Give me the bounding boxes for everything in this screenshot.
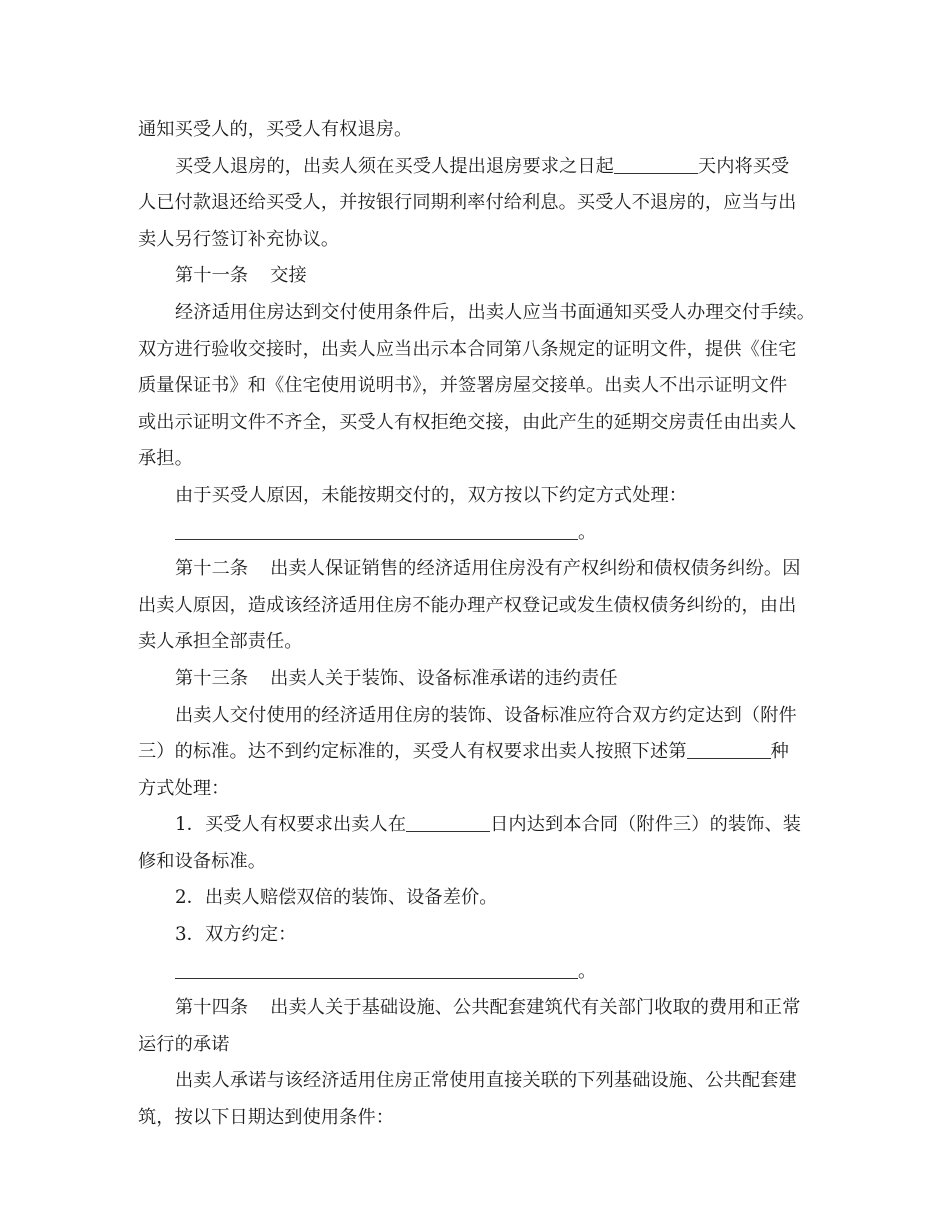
paragraph-line <box>138 844 814 881</box>
line-text: 出卖人交付使用的经济适用住房的装饰、设备标准应符合双方约定达到（附件 <box>175 704 797 726</box>
paragraph-line <box>138 624 814 661</box>
fill-in-blank <box>687 757 771 759</box>
line-text: 买受人退房的，出卖人须在买受人提出退房要求之日起 <box>175 155 614 177</box>
article-heading <box>138 258 814 295</box>
paragraph-line <box>138 222 814 259</box>
article-number: 第十三条 <box>175 667 249 689</box>
paragraph-line <box>138 734 814 771</box>
line-text: 方式处理： <box>138 777 230 799</box>
paragraph-line <box>138 771 814 808</box>
line-text: 。 <box>578 521 597 543</box>
line-text: 经济适用住房达到交付使用条件后，出卖人应当书面通知买受人办理交付手续。 <box>175 301 816 323</box>
paragraph-line <box>138 149 814 186</box>
fill-in-line <box>138 515 814 552</box>
line-text: 或出示证明文件不齐全，买受人有权拒绝交接，由此产生的延期交房责任由出卖人 <box>138 411 797 433</box>
line-text: 3．双方约定： <box>175 924 297 946</box>
line-text: 双方进行验收交接时，出卖人应当出示本合同第八条规定的证明文件，提供《住宅 <box>138 338 797 360</box>
line-text: 天内将买受 <box>697 155 790 177</box>
paragraph-line <box>138 1027 814 1064</box>
paragraph-line <box>138 332 814 369</box>
line-text: 卖人另行签订补充协议。 <box>138 228 340 250</box>
line-text: 筑，按以下日期达到使用条件： <box>138 1107 395 1129</box>
paragraph-line <box>138 588 814 625</box>
paragraph-line <box>138 112 814 149</box>
paragraph-line <box>138 698 814 735</box>
line-text: 运行的承诺 <box>138 1033 230 1055</box>
list-item <box>138 880 814 917</box>
paragraph-line <box>138 295 814 332</box>
line-text: 出卖人原因，造成该经济适用住房不能办理产权登记或发生债权债务纠纷的，由出 <box>138 594 797 616</box>
document-body <box>138 112 814 1137</box>
list-item <box>138 807 814 844</box>
fill-in-line <box>138 954 814 991</box>
paragraph-line <box>138 478 814 515</box>
article-heading <box>138 551 814 588</box>
fill-in-blank <box>175 977 578 979</box>
paragraph-line <box>138 441 814 478</box>
line-text: 修和设备标准。 <box>138 850 267 872</box>
paragraph-line <box>138 1063 814 1100</box>
article-title: 出卖人关于基础设施、公共配套建筑代有关部门收取的费用和正常 <box>270 997 801 1019</box>
line-text: 人已付款退还给买受人，并按银行同期利率付给利息。买受人不退房的，应当与出 <box>138 192 797 214</box>
line-text: 承担。 <box>138 448 193 470</box>
line-text: 由于买受人原因，未能按期交付的，双方按以下约定方式处理： <box>175 484 688 506</box>
line-text: 通知买受人的，买受人有权退房。 <box>138 119 413 140</box>
article-title: 出卖人保证销售的经济适用住房没有产权纠纷和债权债务纠纷。因 <box>270 558 801 580</box>
line-text: 卖人承担全部责任。 <box>138 631 303 653</box>
fill-in-blank <box>175 538 578 540</box>
article-number: 第十一条 <box>175 265 249 287</box>
paragraph-line <box>138 368 814 405</box>
list-item <box>138 917 814 954</box>
article-heading <box>138 990 814 1027</box>
line-text: 。 <box>578 960 597 982</box>
paragraph-line <box>138 405 814 442</box>
line-text: 三）的标准。达不到约定标准的，买受人有权要求出卖人按照下述第 <box>138 741 687 763</box>
line-text: 出卖人承诺与该经济适用住房正常使用直接关联的下列基础设施、公共配套建 <box>175 1070 797 1092</box>
paragraph-line <box>138 185 814 222</box>
paragraph-line <box>138 1100 814 1137</box>
line-text: 日内达到本合同（附件三）的装饰、装 <box>490 814 802 836</box>
article-heading <box>138 661 814 698</box>
article-title: 出卖人关于装饰、设备标准承诺的违约责任 <box>270 667 618 689</box>
article-number: 第十二条 <box>175 558 249 580</box>
article-title: 交接 <box>270 265 307 287</box>
fill-in-blank <box>406 830 490 832</box>
fill-in-blank <box>614 172 698 174</box>
line-text: 2．出卖人赔偿双倍的装饰、设备差价。 <box>175 887 498 909</box>
line-text: 种 <box>770 741 789 763</box>
line-text: 1．买受人有权要求出卖人在 <box>175 814 407 836</box>
line-text: 质量保证书》和《住宅使用说明书》，并签署房屋交接单。出卖人不出示证明文件 <box>138 375 788 397</box>
article-number: 第十四条 <box>175 997 249 1019</box>
